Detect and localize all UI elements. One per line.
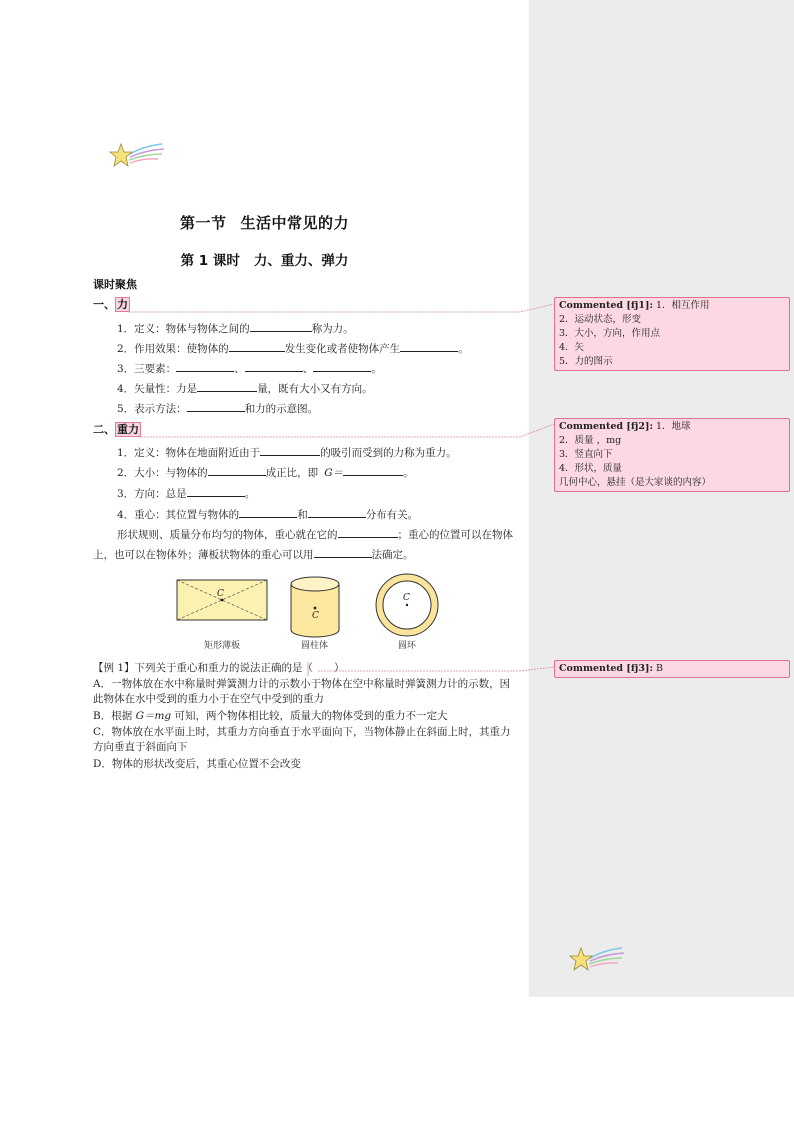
section-1-name[interactable]: 力 xyxy=(117,298,128,311)
example-heading: 【例 1】下列关于重心和重力的说法正确的是（ ） xyxy=(93,662,345,674)
comment-line: 2．运动状态，形变 xyxy=(559,314,642,325)
option-c-line1: C．物体放在水平面上时，其重力方向垂直于水平面向下，当物体静止在斜面上时，其重力 xyxy=(93,726,511,738)
c-label: C xyxy=(312,611,319,621)
item-text: 称为力。 xyxy=(311,323,354,335)
section-2-name[interactable]: 重力 xyxy=(117,423,139,436)
option-a-line2: 此物体在水中受到的重力小于在空气中受到的重力 xyxy=(93,693,324,705)
item-text: 、 xyxy=(234,363,245,375)
item-text: 3．方向：总是 xyxy=(117,488,187,500)
item-text: 3．三要素： xyxy=(117,363,177,375)
item-text: 发生变化或者使物体产生 xyxy=(284,343,401,355)
option-d: D．物体的形状改变后，其重心位置不会改变 xyxy=(93,758,301,770)
comment-line: B xyxy=(656,663,663,674)
item-text: 。 xyxy=(458,343,469,355)
subtitle-part2: 力、重力、弹力 xyxy=(253,253,349,269)
item-text: 。 xyxy=(244,488,256,500)
item-text: 1．定义：物体在地面附近由于 xyxy=(117,447,261,459)
caption-cylinder: 圆柱体 xyxy=(301,641,329,651)
comment-line: 5．力的图示 xyxy=(559,356,613,367)
caption-ring: 圆环 xyxy=(398,641,417,651)
comment-line: 1．相互作用 xyxy=(656,300,710,311)
comment-line: 3．竖直向下 xyxy=(559,449,613,460)
paragraph-text: 法确定。 xyxy=(371,549,414,561)
section-2-number: 二、 xyxy=(93,423,115,436)
option-text: 可知，两个物体相比较，质量大的物体受到的重力不一定大 xyxy=(174,710,448,722)
paragraph-text: 形状规则、质量分布均匀的物体，重心就在它的 xyxy=(117,529,338,541)
item-text: 。 xyxy=(403,467,414,479)
item-text: 和 xyxy=(297,509,308,521)
item-text: 和力的示意图。 xyxy=(244,403,319,415)
option-text: B．根据 xyxy=(93,710,133,722)
comment-label: Commented [fj1]: xyxy=(559,300,653,311)
comment-line: 2．质量 ，mg xyxy=(559,435,622,446)
c-label: C xyxy=(217,589,224,599)
comment-line: 3．大小，方向，作用点 xyxy=(559,328,661,339)
item-text: 分布有关。 xyxy=(365,509,419,521)
comment-label: Commented [fj2]: xyxy=(559,421,653,432)
paragraph-text: ；重心的位置可以在物体 xyxy=(397,529,513,541)
item-text: 4．重心：其位置与物体的 xyxy=(117,509,240,521)
formula-g-mg: G＝mg xyxy=(135,710,172,722)
comment-label: Commented [fj3]: xyxy=(559,663,653,674)
comment-line: 1．地球 xyxy=(656,421,691,432)
item-text: 2．大小：与物体的 xyxy=(117,467,208,479)
item-text: 的吸引而受到的力称为重力。 xyxy=(320,447,457,459)
section-label: 课时聚焦 xyxy=(93,278,137,291)
item-text: 1．定义：物体与物体之间的 xyxy=(117,323,250,335)
paragraph-text: 上，也可以在物体外；薄板状物体的重心可以用 xyxy=(93,549,314,561)
comment-fj2[interactable] xyxy=(554,418,790,492)
c-label: C xyxy=(403,593,410,603)
item-text: 4．矢量性：力是 xyxy=(117,383,198,395)
caption-rectangle: 矩形薄板 xyxy=(204,641,241,651)
title-part2: 生活中常见的力 xyxy=(240,214,350,232)
item-text: 。 xyxy=(371,363,382,375)
title-part1: 第一节 xyxy=(179,214,227,232)
option-a-line1: A．一物体放在水中称量时弹簧测力计的示数小于物体在空中称量时弹簧测力计的示数，因 xyxy=(93,678,511,690)
comment-line: 4．形状，质量 xyxy=(559,463,623,474)
item-text: 2．作用效果：使物体的 xyxy=(117,343,229,355)
comment-line: 4．矢 xyxy=(559,342,585,353)
comment-fj1[interactable] xyxy=(554,297,790,371)
option-c-line2: 方向垂直于斜面向下 xyxy=(93,741,188,753)
formula-g: G＝ xyxy=(324,467,344,479)
item-text: 5．表示方法： xyxy=(117,403,187,415)
item-text: 量，既有大小又有方向。 xyxy=(257,383,373,395)
comment-line: 几何中心，悬挂（是大家谈的内容） xyxy=(559,477,712,488)
item-text: 、 xyxy=(302,363,314,375)
subtitle-part1: 第 1 课时 xyxy=(180,253,240,269)
comment-fj3[interactable] xyxy=(554,660,790,678)
section-1-number: 一、 xyxy=(93,298,115,311)
item-text: 成正比，即 xyxy=(265,467,319,479)
